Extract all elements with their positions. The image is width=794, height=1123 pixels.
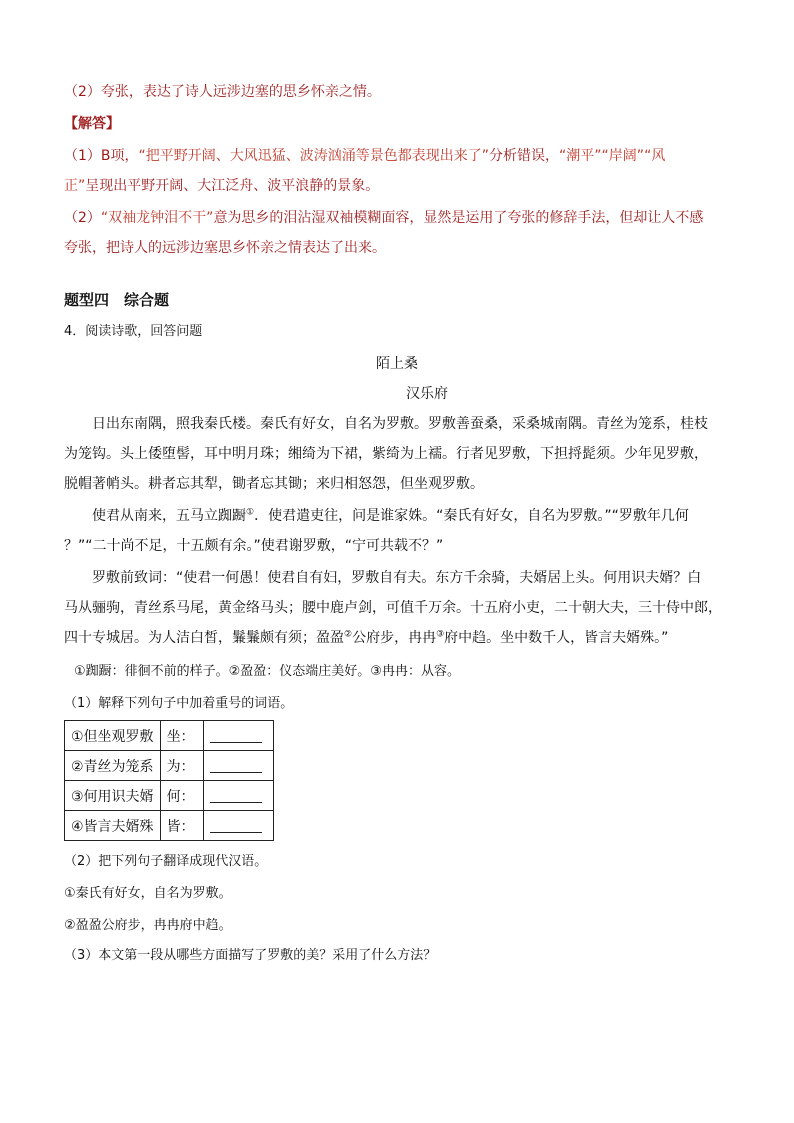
poem-para3-line3 — [64, 628, 734, 648]
footnote-marker-2: ② — [344, 629, 353, 640]
poem-para3-line1: 罗敷前致词：“使君一何愚！使君自有妇，罗敷自有夫。东方千余骑，夫婿居上头。何用识夫婿？白 — [92, 570, 702, 586]
table-sentence: ③何用识夫婿 — [65, 781, 161, 811]
poem-para2-line2: ？”“二十尚不足，十五颇有余。”使君谢罗敷，“宁可共载不？” — [64, 538, 444, 554]
section-title: 题型四 综合题 — [64, 291, 170, 309]
answer-blank[interactable] — [203, 751, 273, 781]
question-2-sentence-2: ②盈盈公府步，冉冉府中趋。 — [64, 918, 232, 933]
footnotes: ①踟蹰：徘徊不前的样子。②盈盈：仪态端庄美好。③冉冉：从容。 — [74, 664, 460, 679]
analysis-p1-quote4: “风 — [644, 148, 666, 164]
table-row — [65, 721, 274, 751]
analysis-p1-text: 分析错误， — [489, 148, 560, 164]
poem-para3-text-a: 四十专城居。为人洁白皙，鬑鬑颇有须；盈盈 — [64, 630, 344, 646]
question-2-sentence-1: ①秦氏有好女，自名为罗敷。 — [64, 886, 232, 901]
poem-para2-text-b: ．使君遣吏往，问是谁家姝。“秦氏有好女，自名为罗敷。”“罗敷年几何 — [254, 508, 689, 524]
table-word: 坐： — [160, 721, 203, 751]
poem-title: 陌上桑 — [376, 356, 418, 372]
table-row — [65, 781, 274, 811]
footnote-marker-3: ③ — [436, 629, 445, 640]
analysis-p1-line1 — [64, 146, 734, 166]
vocab-table — [64, 720, 274, 841]
question-3: （3）本文第一段从哪些方面描写了罗敷的美？采用了什么方法？ — [64, 948, 437, 963]
table-word: 何： — [160, 781, 203, 811]
poem-para3-line2: 马从骊驹，青丝系马尾，黄金络马头；腰中鹿卢剑，可值千万余。十五府小吏，二十朝大夫，三十侍中郎， — [64, 600, 722, 616]
question-2: （2）把下列句子翻译成现代汉语。 — [64, 854, 268, 869]
question-stem: 4．阅读诗歌，回答问题 — [64, 324, 203, 339]
prev-answer-part2: （2）夸张，表达了诗人远涉边塞的思乡怀亲之情。 — [64, 84, 381, 100]
answer-blank[interactable] — [203, 781, 273, 811]
table-row — [65, 811, 274, 841]
poem-source: 汉乐府 — [406, 386, 448, 402]
table-word: 皆： — [160, 811, 203, 841]
footnote-marker-1: ① — [246, 507, 255, 518]
poem-para1-line3: 脱帽著帩头。耕者忘其犁，锄者忘其锄；来归相怒怨，但坐观罗敷。 — [64, 476, 484, 492]
analysis-p2-quote: “双袖龙钟泪不干” — [100, 210, 214, 226]
table-sentence: ①但坐观罗敷 — [65, 721, 161, 751]
analysis-p1-quote2: “潮平” — [559, 148, 602, 164]
poem-para3-text-b: 公府步，冉冉 — [352, 630, 437, 646]
analysis-p1-label: （1）B项， — [64, 148, 139, 164]
table-row — [65, 751, 274, 781]
poem-para2-text-a: 使君从南来，五马立踟蹰 — [92, 508, 246, 524]
poem-para1-line2: 为笼钩。头上倭堕髻，耳中明月珠；缃绮为下裙，紫绮为上襦。行者见罗敷，下担捋髭须。少年见罗敷， — [64, 446, 708, 462]
poem-para2-line1 — [92, 506, 734, 526]
table-word: 为： — [160, 751, 203, 781]
analysis-p2-text: 意为思乡的泪沾湿双袖模糊面容，显然是运用了夸张的修辞手法，但却让人不感 — [213, 210, 704, 226]
analysis-p1-line2 — [64, 176, 734, 196]
poem-para1-line1: 日出东南隅，照我秦氏楼。秦氏有好女，自名为罗敷。罗敷善蚕桑，采桑城南隅。青丝为笼系，桂枝 — [92, 416, 708, 432]
analysis-p2-line1 — [64, 208, 734, 228]
analysis-heading: 【解答】 — [64, 116, 120, 132]
table-sentence: ④皆言夫婿殊 — [65, 811, 161, 841]
analysis-p1-quote: “把平野开阔、大风迅猛、波涛汹涌等景色都表现出来了” — [138, 148, 490, 164]
analysis-p1-quote3: “岸阔” — [601, 148, 645, 164]
poem-para3-text-c: 府中趋。坐中数千人，皆言夫婿殊。” — [444, 630, 669, 646]
question-1: （1）解释下列句子中加着重号的词语。 — [64, 696, 294, 711]
analysis-p1-quote4-end: 正” — [64, 178, 86, 194]
answer-blank[interactable] — [203, 721, 273, 751]
analysis-p1-text2: 呈现出平野开阔、大江泛舟、波平浪静的景象。 — [85, 178, 380, 194]
analysis-p2-label: （2） — [64, 210, 101, 226]
table-sentence: ②青丝为笼系 — [65, 751, 161, 781]
analysis-p2-line2: 夸张，把诗人的远涉边塞思乡怀亲之情表达了出来。 — [64, 240, 386, 256]
answer-blank[interactable] — [203, 811, 273, 841]
